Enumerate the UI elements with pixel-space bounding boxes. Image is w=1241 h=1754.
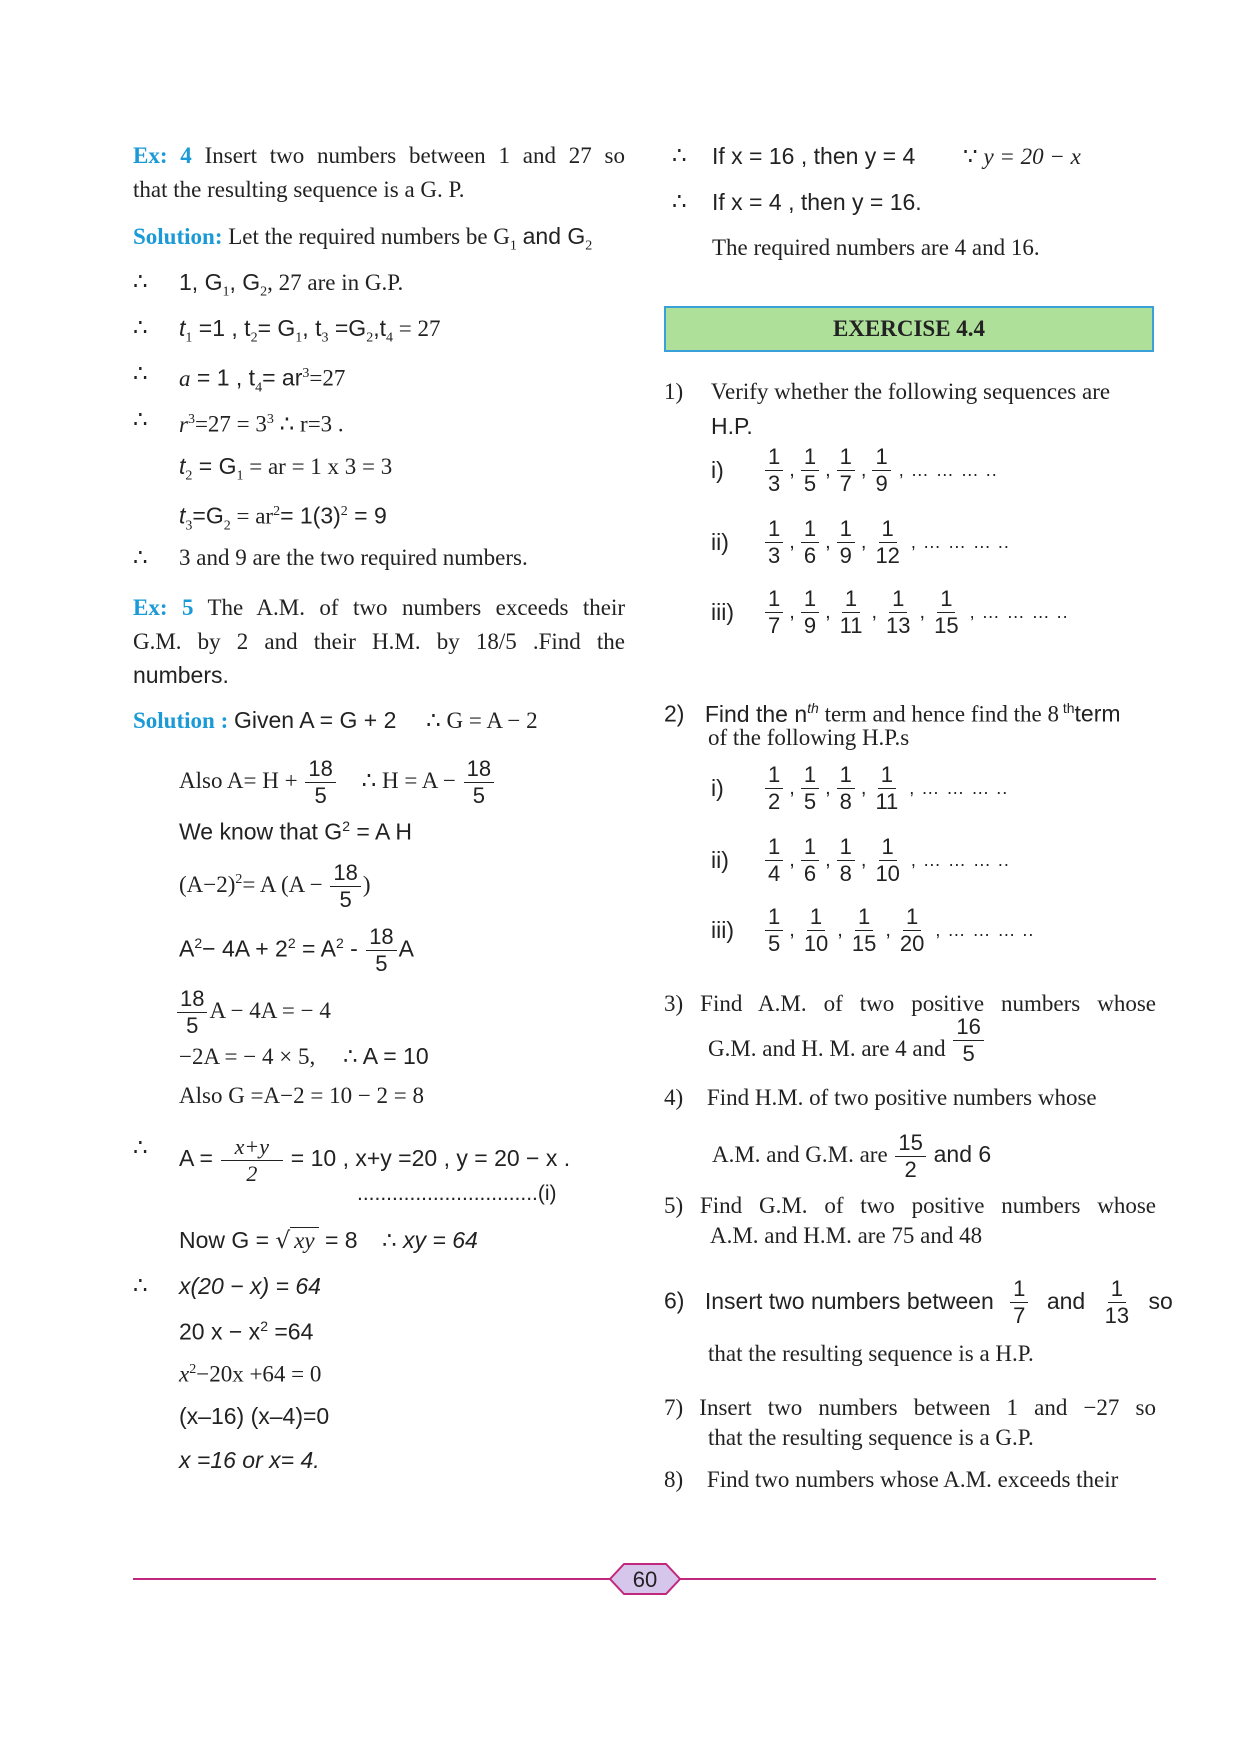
eq-sqrt-xy: Now G = √ xy = 8 ∴ xy = 64 [179, 1227, 478, 1254]
fraction-term: $\frac{1}{11}$ [875, 761, 899, 814]
footer-rule-right [678, 1578, 1156, 1580]
fraction-term: $\frac{1}{9}$ [837, 516, 855, 569]
term-separator: , [871, 601, 878, 623]
q1-item-2 [711, 512, 1010, 572]
fraction-term: $\frac{1}{5}$ [801, 762, 819, 815]
q1-item-3 [711, 582, 1069, 642]
q1-item-1 [711, 440, 998, 500]
fraction-term: $\frac{1}{3}$ [765, 444, 783, 497]
term-separator: , [860, 459, 867, 481]
step-t-values: ∴ $t_1 =1$ , $t_2= G_1$, $t_3 =G_2,t_4 = 27$ [133, 315, 441, 346]
term-separator: , [825, 849, 831, 871]
q5-line1: 5) Find G.M. of two positive numbers whose [664, 1193, 1157, 1218]
eq-h: Also A= H + $\frac{18}{5}$ ∴ H = A − $\frac{18}{5}$ [179, 756, 496, 809]
q3-line2: G.M. and H. M. are 4 and $\frac{16}{5}$ [708, 1024, 986, 1077]
sequence-continuation: , … … … .. [969, 602, 1069, 622]
q3-line1: 3) Find A.M. of two positive numbers whose [664, 991, 1156, 1016]
fraction-term: $\frac{1}{11}$ [839, 585, 863, 638]
sequence-continuation: , … … … .. [898, 460, 998, 480]
q2-item-label: iii) [711, 917, 734, 943]
term-separator: , [789, 777, 795, 799]
fraction-term: $\frac{1}{7}$ [765, 586, 783, 639]
q5-line2: A.M. and H.M. are 75 and 48 [710, 1223, 983, 1248]
page-number: 60 [632, 1567, 658, 1592]
eq-label-i: ...............................(i) [357, 1182, 557, 1205]
term-separator: , [837, 919, 843, 941]
solution4: Solution: Let the required numbers be $G_1$ and $G_2$ [133, 223, 593, 254]
page-number-badge [608, 1562, 682, 1596]
eq-quadratic: $x^2-20x +64 = 0$ [179, 1361, 322, 1387]
ex4-text1: Insert two numbers between 1 and 27 so [204, 143, 625, 168]
sequence-continuation: , … … … .. [910, 850, 1010, 870]
ex4-label: Ex: 4 [133, 143, 192, 168]
q1-item-label: iii) [711, 599, 734, 625]
sequence-continuation: , … … … .. [910, 532, 1010, 552]
fraction-term: $\frac{1}{9}$ [801, 586, 819, 639]
fraction-term: $\frac{1}{6}$ [801, 834, 819, 887]
exercise-heading: EXERCISE 4.4 [664, 306, 1154, 352]
fraction-term: $\frac{1}{8}$ [837, 762, 855, 815]
eq-a-minus-2: $(A-2)^2= A$ (A − $\frac{18}{5}$ ) [179, 860, 371, 912]
term-separator: , [825, 601, 831, 623]
ex5-line3: numbers. [133, 662, 229, 688]
fraction-term: $\frac{1}{3}$ [765, 516, 783, 569]
fraction-term: $\frac{1}{9}$ [872, 444, 890, 497]
r-if-x4: ∴ If x = 4 , then y = 16. [672, 189, 922, 215]
ex5-line1: Ex: 5 The A.M. of two numbers exceeds their [133, 595, 625, 620]
sequence-continuation: , … … … .. [935, 920, 1035, 940]
fraction-term: $\frac{1}{15}$ [851, 903, 877, 956]
fraction-term: $\frac{1}{20}$ [899, 903, 925, 956]
fraction-term: $\frac{1}{4}$ [765, 834, 783, 887]
q2-item-label: i) [711, 775, 724, 801]
eq-18-5a: $\frac{18}{5}$ A − 4A = − 4 [179, 986, 331, 1039]
fraction-term: $\frac{1}{10}$ [875, 833, 900, 886]
q2-item-1 [711, 758, 1008, 818]
q1-item-label: i) [711, 457, 724, 483]
term-separator: , [860, 849, 867, 871]
eq-expand: $A^2- 4A + 2^2 = A^2$ - $\frac{18}{5}$ A [179, 924, 415, 976]
fraction-term: $\frac{1}{5}$ [801, 444, 819, 497]
term-separator: , [919, 601, 926, 623]
step-r: ∴ $r^3=27 = 3^3$ ∴ r=3 . [133, 407, 344, 437]
q6-line1: 6) Insert two numbers between $\frac{1}{7}$ and $\frac{1}{13}$ so [664, 1276, 1173, 1328]
term-separator: , [885, 919, 891, 941]
eq-g2: We know that $G^2 = A$ H [179, 818, 413, 845]
fraction-term: $\frac{1}{6}$ [801, 516, 819, 569]
q6-line2: that the resulting sequence is a H.P. [708, 1341, 1034, 1366]
step-a-ar3: ∴ a = 1 , $t_4= ar^3=27$ [133, 361, 346, 396]
footer-rule-left [133, 1578, 613, 1580]
ex4-line2: that the resulting sequence is a G. P. [133, 177, 465, 202]
fraction-term: $\frac{1}{5}$ [765, 904, 783, 957]
q2-item-2 [711, 830, 1010, 890]
q7-line1: 7) Insert two numbers between 1 and −27 so [664, 1395, 1156, 1420]
q1-item-label: ii) [711, 529, 729, 555]
term-separator: , [825, 777, 831, 799]
term-separator: , [789, 459, 795, 481]
ex5-label: Ex: 5 [133, 595, 194, 620]
solution-label: Solution: [133, 224, 223, 249]
term-separator: , [789, 531, 795, 553]
fraction-term: $\frac{1}{2}$ [765, 762, 783, 815]
eq-g-8: Also G =A−2 = 10 − 2 = 8 [179, 1083, 425, 1108]
fraction-term: $\frac{1}{15}$ [934, 585, 959, 638]
step-conclusion: ∴ 3 and 9 are the two required numbers. [133, 545, 528, 570]
q8-line1: 8) Find two numbers whose A.M. exceeds their [664, 1467, 1119, 1492]
ex4-line1 [133, 142, 625, 170]
q2-item-label: ii) [711, 847, 729, 873]
q7-line2: that the resulting sequence is a G.P. [708, 1425, 1034, 1450]
fraction-term: $\frac{1}{7}$ [837, 444, 855, 497]
eq-20x: 20 $x - x^2 =64$ [179, 1318, 314, 1345]
term-separator: , [825, 531, 831, 553]
r-required: The required numbers are 4 and 16. [712, 235, 1040, 260]
fraction-term: $\frac{1}{12}$ [875, 515, 900, 568]
fraction-term: $\frac{1}{13}$ [886, 585, 911, 638]
q1-line2: H.P. [711, 413, 753, 439]
step-t2: $t_2 = G_1$ = ar = 1 x 3 = 3 [179, 453, 393, 484]
q2-item-3 [711, 900, 1034, 960]
q1-line1: 1) Verify whether the following sequences are [664, 379, 1111, 404]
q4-line1: 4) Find H.M. of two positive numbers whose [664, 1085, 1097, 1110]
step-t3: $t_3=G_2 = ar^2= 1(3)^2 = 9$ [179, 502, 387, 534]
term-separator: , [825, 459, 831, 481]
fraction-18-5: $\frac{18}{5}$ [305, 756, 335, 809]
step-gp-terms: ∴ 1, $G_1$, $G_2$, 27 are in G.P. [133, 269, 404, 300]
term-separator: , [789, 601, 795, 623]
eq-a-10: −2A = − 4 × 5, ∴ A = 10 [179, 1043, 429, 1069]
term-separator: , [860, 531, 867, 553]
q2-line2: of the following H.P.s [708, 725, 910, 750]
r-if-x16: ∴ If x = 16 , then y = 4 ∵ y = 20 − x [672, 143, 1081, 169]
eq-factor: (x–16) (x–4)=0 [179, 1403, 330, 1429]
eq-x-plus-y: ∴ A = $\frac{x+y}{2}$ = 10 , x+y =20 , y = 20 − x . [133, 1134, 571, 1186]
q4-line2: A.M. and G.M. are $\frac{15}{2}$ and 6 [712, 1130, 992, 1182]
sequence-continuation: , … … … .. [909, 778, 1009, 798]
q2-line1: 2) Find the $n^{th}$ term and hence find the 8 $^{th}$term [664, 700, 1121, 727]
term-separator: , [860, 777, 867, 799]
fraction-term: $\frac{1}{8}$ [837, 834, 855, 887]
solution5: Solution : Given A = G + 2 ∴ G = A − 2 [133, 707, 538, 733]
term-separator: , [789, 849, 795, 871]
eq-x20: ∴ x(20 − x) = 64 [133, 1273, 321, 1299]
fraction-term: $\frac{1}{10}$ [803, 903, 829, 956]
therefore-symbol: ∴ [133, 269, 148, 294]
term-separator: , [789, 919, 795, 941]
sqrt-symbol: √ [275, 1228, 291, 1254]
eq-roots: x =16 or x= 4. [179, 1447, 320, 1473]
ex5-line2: G.M. by 2 and their H.M. by 18/5 .Find the [133, 629, 625, 654]
